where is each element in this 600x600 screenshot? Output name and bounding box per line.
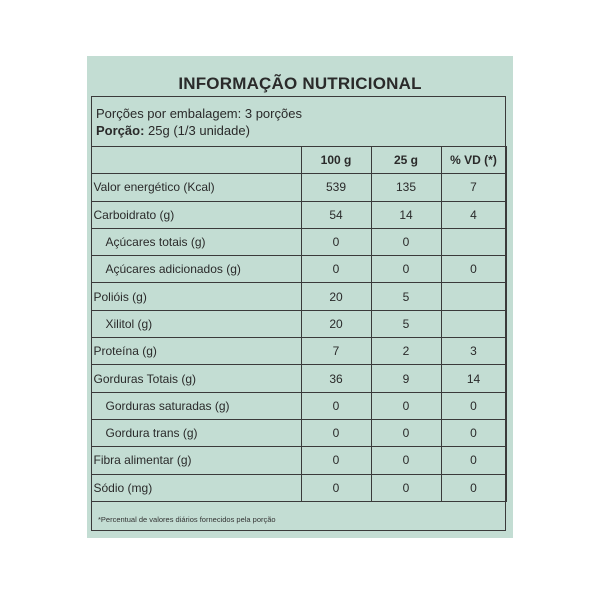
column-header: 100 g [301,147,371,174]
value-100g: 0 [301,228,371,255]
table-row [91,365,506,392]
table-row [91,201,506,228]
value-vd: 3 [441,338,506,365]
value-vd [441,310,506,337]
nutrition-label [87,56,513,538]
table-header-row [91,147,506,174]
nutrition-table [91,146,507,502]
value-vd: 0 [441,392,506,419]
nutrient-name: Fibra alimentar (g) [91,447,301,474]
table-row [91,283,506,310]
nutrient-name: Polióis (g) [91,283,301,310]
value-25g: 5 [371,283,441,310]
table-row [91,419,506,446]
footnote: *Percentual de valores diários fornecidos pela porção [98,515,276,524]
table-row [91,256,506,283]
value-vd: 14 [441,365,506,392]
value-100g: 0 [301,474,371,501]
column-header [91,147,301,174]
value-25g: 5 [371,310,441,337]
value-25g: 0 [371,256,441,283]
portions-per-package: Porções por embalagem: 3 porções [96,106,302,121]
value-25g: 0 [371,447,441,474]
table-row [91,228,506,255]
value-100g: 0 [301,447,371,474]
label-title: INFORMAÇÃO NUTRICIONAL [178,74,422,93]
value-vd: 4 [441,201,506,228]
nutrient-name: Proteína (g) [91,338,301,365]
value-25g: 9 [371,365,441,392]
nutrient-name: Gorduras Totais (g) [91,365,301,392]
nutrient-name: Açúcares totais (g) [91,228,301,255]
value-vd: 7 [441,174,506,201]
value-100g: 0 [301,419,371,446]
portion-label: Porção: [96,123,145,138]
value-vd: 0 [441,419,506,446]
value-100g: 539 [301,174,371,201]
table-row [91,392,506,419]
value-25g: 0 [371,228,441,255]
value-25g: 0 [371,474,441,501]
value-vd: 0 [441,474,506,501]
table-row [91,474,506,501]
value-vd [441,228,506,255]
value-100g: 36 [301,365,371,392]
table-row [91,310,506,337]
table-row [91,174,506,201]
value-25g: 2 [371,338,441,365]
nutrition-box [91,96,506,531]
nutrient-name: Açúcares adicionados (g) [91,256,301,283]
value-25g: 135 [371,174,441,201]
value-100g: 20 [301,310,371,337]
value-vd: 0 [441,256,506,283]
value-25g: 14 [371,201,441,228]
portions-info [96,105,302,139]
column-header: 25 g [371,147,441,174]
value-100g: 0 [301,392,371,419]
nutrient-name: Carboidrato (g) [91,201,301,228]
column-header: % VD (*) [441,147,506,174]
portion-value: 25g (1/3 unidade) [144,123,250,138]
nutrient-name: Xilitol (g) [91,310,301,337]
table-row [91,338,506,365]
value-25g: 0 [371,392,441,419]
portion-size [96,122,302,139]
value-vd [441,283,506,310]
nutrient-name: Gordura trans (g) [91,419,301,446]
nutrient-name: Valor energético (Kcal) [91,174,301,201]
value-100g: 20 [301,283,371,310]
value-100g: 0 [301,256,371,283]
value-100g: 7 [301,338,371,365]
value-vd: 0 [441,447,506,474]
nutrient-name: Sódio (mg) [91,474,301,501]
nutrient-name: Gorduras saturadas (g) [91,392,301,419]
value-25g: 0 [371,419,441,446]
value-100g: 54 [301,201,371,228]
table-row [91,447,506,474]
